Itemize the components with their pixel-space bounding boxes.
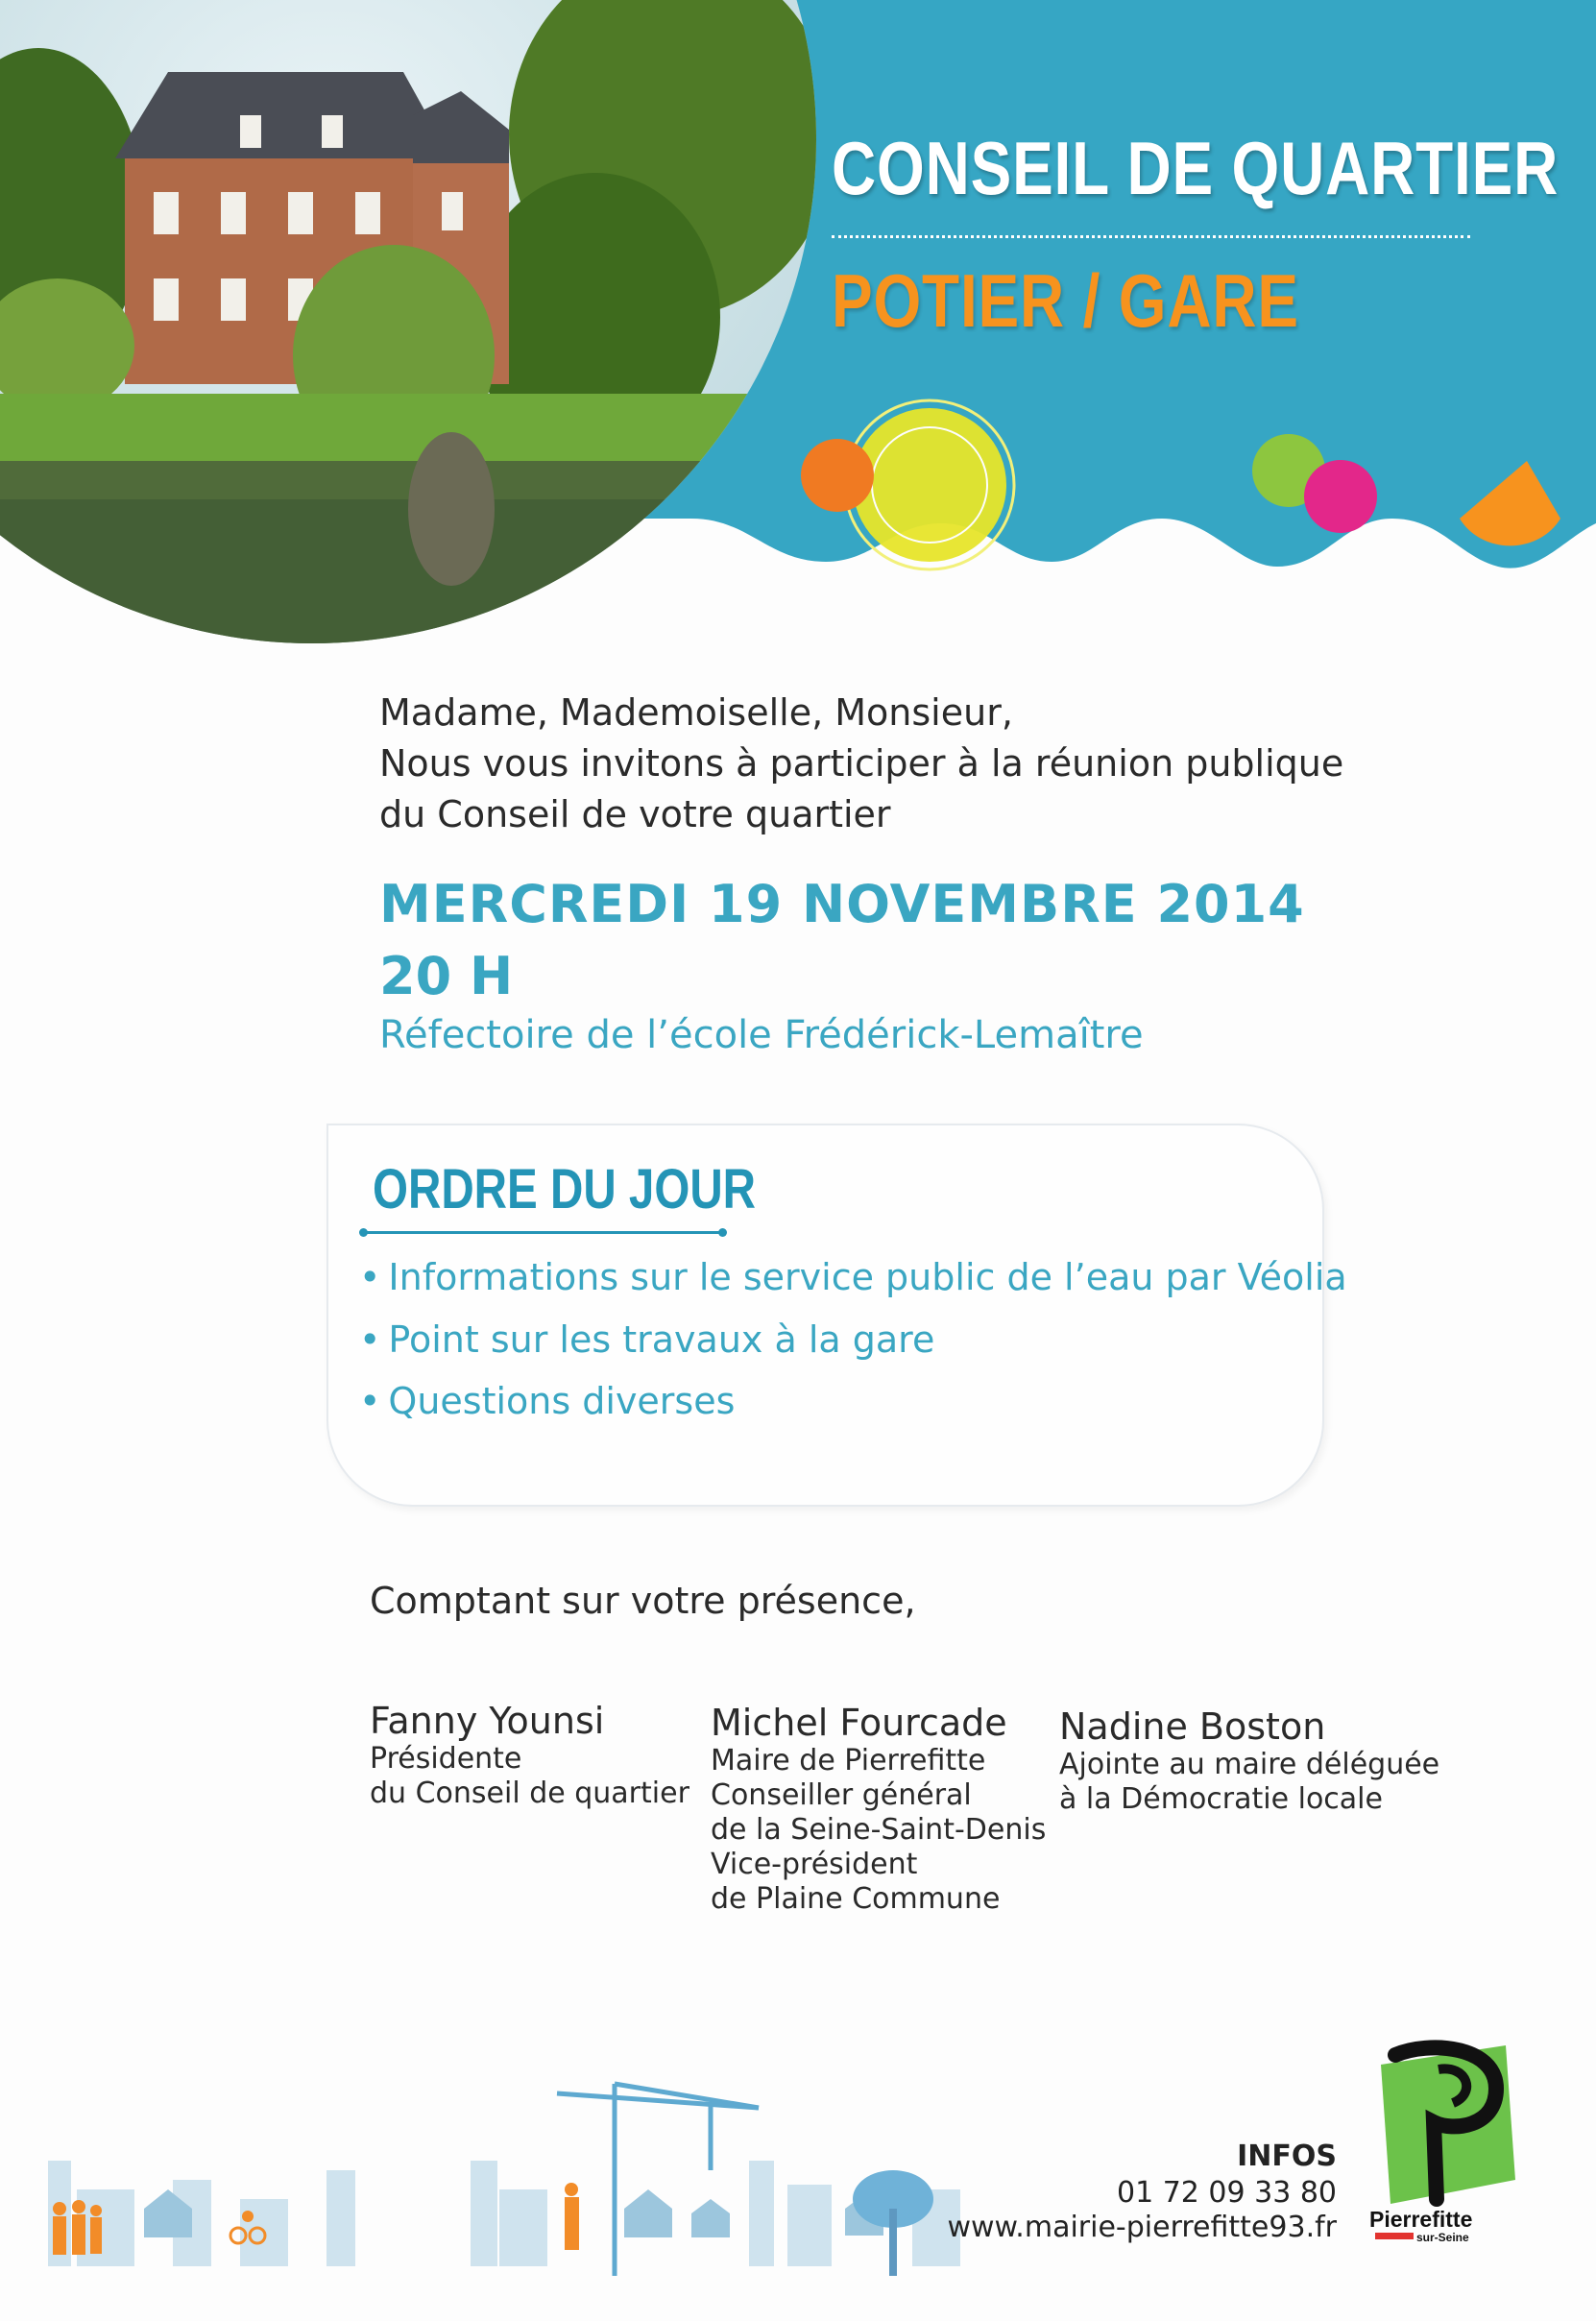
logo-red-bar bbox=[1375, 2233, 1414, 2239]
logo-subtitle: sur-Seine bbox=[1416, 2231, 1469, 2244]
signatory-role: du Conseil de quartier bbox=[370, 1777, 689, 1810]
closing-line: Comptant sur votre présence, bbox=[370, 1580, 916, 1622]
signatory-role: Maire de Pierrefitte bbox=[711, 1744, 986, 1777]
logo-name: Pierrefitte bbox=[1369, 2207, 1473, 2232]
website-link[interactable]: www.mairie-pierrefitte93.fr bbox=[947, 2211, 1337, 2244]
chateau-photo bbox=[0, 0, 835, 691]
phone-number[interactable]: 01 72 09 33 80 bbox=[1116, 2176, 1337, 2210]
event-date: MERCREDI 19 NOVEMBRE 2014 bbox=[379, 874, 1305, 934]
header-background bbox=[0, 0, 1596, 691]
signatory-role: Conseiller général bbox=[711, 1778, 972, 1812]
invitation-line-2: du Conseil de votre quartier bbox=[379, 793, 891, 835]
crane-icon bbox=[557, 2084, 759, 2276]
signatory-role: Vice-président bbox=[711, 1848, 918, 1881]
skyline-illustration bbox=[0, 2065, 1008, 2285]
invitation-line: Nous vous invitons à participer à la réunion publique bbox=[379, 742, 1344, 785]
signatory-role: à la Démocratie locale bbox=[1059, 1782, 1383, 1816]
signatory-name: Fanny Younsi bbox=[370, 1700, 605, 1742]
pierrefitte-logo-icon bbox=[1362, 2036, 1515, 2209]
event-time: 20 H bbox=[379, 946, 514, 1006]
bullet-icon: • bbox=[359, 1318, 381, 1361]
signatory-name: Michel Fourcade bbox=[711, 1702, 1007, 1744]
agenda-item: • Questions diverses bbox=[359, 1380, 736, 1422]
page-subtitle: POTIER / GARE bbox=[832, 258, 1299, 343]
signatory-role: Présidente bbox=[370, 1742, 522, 1776]
bullet-icon: • bbox=[359, 1380, 381, 1422]
signatory-role: Ajointe au maire déléguée bbox=[1059, 1748, 1440, 1781]
agenda-divider bbox=[363, 1231, 723, 1234]
agenda-item: • Point sur les travaux à la gare bbox=[359, 1318, 935, 1361]
header-banner bbox=[0, 0, 1596, 691]
agenda-item: • Informations sur le service public de l’eau par Véolia bbox=[359, 1256, 1347, 1298]
signatory-role: de la Seine-Saint-Denis bbox=[711, 1813, 1047, 1847]
signatory-boston bbox=[1059, 1705, 1439, 1817]
title-divider bbox=[832, 235, 1470, 238]
infos-label: INFOS bbox=[1237, 2140, 1337, 2173]
signatory-younsi bbox=[370, 1700, 689, 1811]
divider-dot-icon bbox=[359, 1228, 368, 1237]
agenda-title: ORDRE DU JOUR bbox=[373, 1158, 757, 1221]
salutation: Madame, Mademoiselle, Monsieur, bbox=[379, 691, 1013, 734]
bullet-icon: • bbox=[359, 1256, 381, 1298]
signatory-name: Nadine Boston bbox=[1059, 1705, 1326, 1748]
divider-dot-icon bbox=[718, 1228, 727, 1237]
signatory-fourcade bbox=[711, 1702, 1046, 1917]
signatory-role: de Plaine Commune bbox=[711, 1882, 1001, 1916]
page-title: CONSEIL DE QUARTIER bbox=[832, 126, 1560, 210]
event-place: Réfectoire de l’école Frédérick-Lemaître bbox=[379, 1013, 1144, 1057]
